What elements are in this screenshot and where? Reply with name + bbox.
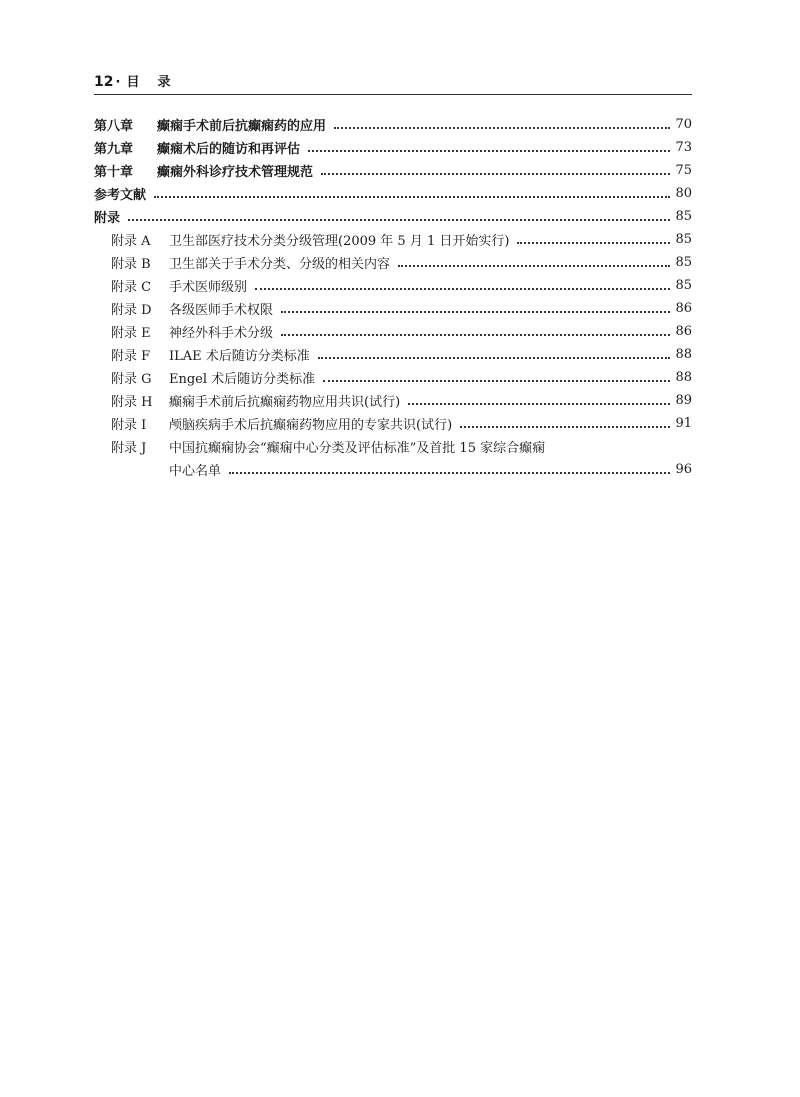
toc-entry-appendix-b[interactable] [94,251,692,274]
dot-leader [255,288,670,290]
toc-entry-appendix-i[interactable] [94,412,692,435]
dot-leader [517,242,670,244]
toc-entry-chapter-9[interactable] [94,136,692,159]
toc-entry-page: 85 [675,232,692,247]
dot-leader [281,311,670,313]
dot-leader [318,357,670,359]
toc-entry-title: Engel 术后随访分类标准 [169,372,316,387]
running-header [94,70,692,95]
toc-entry-page: 70 [675,117,692,132]
toc-entry-label: 附录 G [111,372,152,387]
toc-entry-label: 附录 H [111,395,153,410]
dot-leader [281,334,670,336]
toc-entry-appendix-f[interactable] [94,343,692,366]
dot-leader [334,127,670,129]
toc-entry-appendix-c[interactable] [94,274,692,297]
toc-entry-label: 第九章 [94,142,134,157]
toc-entry-title: 癫痫手术前后抗癫痫药的应用 [157,119,327,134]
toc-entry-title: ILAE 术后随访分类标准 [169,349,310,364]
toc-entry-title: 各级医师手术权限 [169,303,274,318]
toc-entry-appendix-e[interactable] [94,320,692,343]
toc-entry-page: 88 [675,347,692,362]
toc-entry-title: 卫生部关于手术分类、分级的相关内容 [169,257,391,272]
toc-entry-label: 附录 B [111,257,151,272]
toc-entry-references[interactable] [94,182,692,205]
toc-entry-page: 75 [675,163,692,178]
toc-entry-label: 附录 C [111,280,152,295]
header-title: 目录 [126,75,189,90]
toc-entry-page: 80 [675,186,692,201]
dot-leader [154,196,670,198]
toc-entry-appendix-a[interactable] [94,228,692,251]
header-separator: · [115,75,121,90]
dot-leader [408,403,670,405]
dot-leader [398,265,670,267]
toc-entry-appendix-g[interactable] [94,366,692,389]
dot-leader [308,150,670,152]
toc-entry-page: 86 [675,324,692,339]
toc-entry-label: 第八章 [94,119,134,134]
toc-entry-page: 89 [675,393,692,408]
dot-leader [229,472,670,474]
toc-entry-title: 癫痫手术前后抗癫痫药物应用共识(试行) [169,395,401,410]
toc-entry-label: 附录 I [111,418,147,433]
toc-entry-appendix-j[interactable] [94,435,692,458]
page-number: 12 [94,74,114,90]
toc-entry-page: 96 [675,462,692,477]
table-of-contents [94,113,692,481]
toc-entry-appendix-j-continued[interactable] [94,458,692,481]
toc-entry-title-continued: 中心名单 [169,464,222,479]
toc-entry-label: 附录 E [111,326,151,341]
toc-entry-title: 癫痫术后的随访和再评估 [157,142,301,157]
toc-entry-page: 88 [675,370,692,385]
toc-entry-title: 参考文献 [94,188,147,203]
toc-entry-title: 神经外科手术分级 [169,326,274,341]
toc-entry-label: 附录 F [111,349,151,364]
dot-leader [323,380,670,382]
toc-entry-label: 附录 A [111,234,151,249]
toc-entry-title: 颅脑疾病手术后抗癫痫药物应用的专家共识(试行) [169,418,453,433]
toc-entry-title: 中国抗癫痫协会“癫痫中心分类及评估标准”及首批 15 家综合癫痫 [169,441,546,456]
dot-leader [460,426,670,428]
toc-entry-appendix[interactable] [94,205,692,228]
toc-entry-page: 73 [675,140,692,155]
toc-entry-label: 附录 D [111,303,152,318]
toc-entry-page: 86 [675,301,692,316]
dot-leader [321,173,670,175]
toc-entry-appendix-h[interactable] [94,389,692,412]
dot-leader [128,219,670,221]
toc-entry-title: 手术医师级别 [169,280,248,295]
toc-entry-title: 癫痫外科诊疗技术管理规范 [157,165,314,180]
toc-entry-page: 85 [675,278,692,293]
toc-entry-chapter-10[interactable] [94,159,692,182]
toc-entry-appendix-d[interactable] [94,297,692,320]
toc-entry-title: 附录 [94,211,121,226]
toc-entry-page: 91 [675,416,692,431]
toc-entry-title: 卫生部医疗技术分类分级管理(2009 年 5 月 1 日开始实行) [169,234,510,249]
toc-entry-label: 第十章 [94,165,134,180]
toc-entry-page: 85 [675,209,692,224]
toc-entry-label: 附录 J [111,441,147,456]
toc-entry-page: 85 [675,255,692,270]
toc-entry-chapter-8[interactable] [94,113,692,136]
